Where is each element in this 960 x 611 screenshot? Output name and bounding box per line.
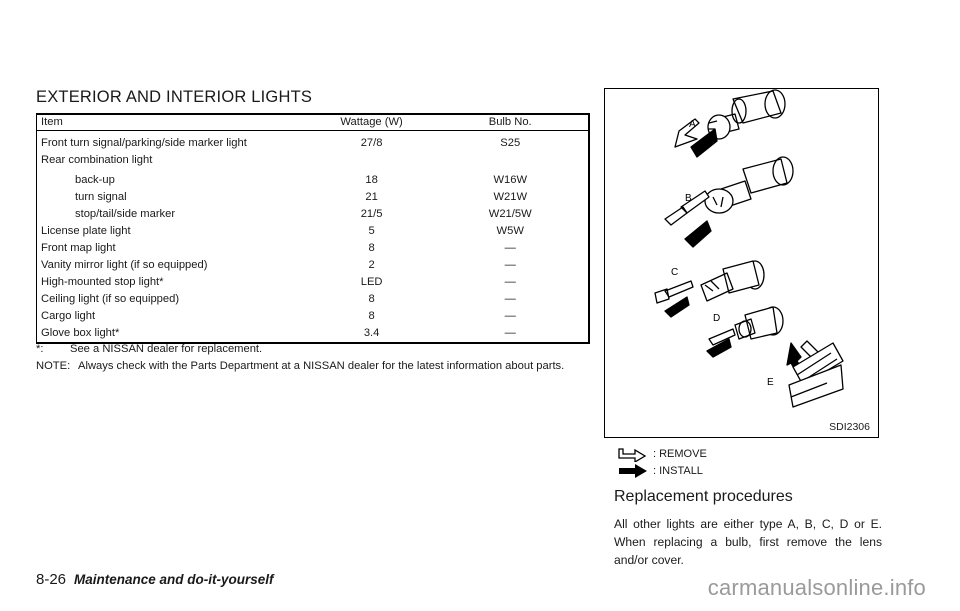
replacement-procedures-heading: Replacement procedures [614, 488, 793, 505]
cell-bulb: — [504, 293, 516, 305]
cell-wattage: 8 [368, 310, 375, 322]
cell-item: High-mounted stop light* [41, 276, 164, 288]
cell-item: turn signal [75, 191, 127, 203]
label-d: D [713, 313, 721, 324]
asterisk-note [36, 343, 262, 355]
cell-wattage: 5 [368, 225, 375, 237]
cell-bulb: — [504, 327, 516, 339]
asterisk-mark: *: [36, 343, 44, 355]
cell-item: Glove box light* [41, 327, 120, 339]
page-number: 8-26 [36, 571, 67, 588]
cell-bulb: — [504, 242, 516, 254]
cell-wattage: 2 [368, 259, 375, 271]
cell-item: License plate light [41, 225, 131, 237]
cell-bulb: — [504, 259, 516, 271]
parts-note [36, 360, 564, 372]
table-row [37, 308, 590, 325]
figure-code: SDI2306 [829, 421, 870, 433]
cell-item: Front turn signal/parking/side marker light [41, 137, 247, 149]
cell-item: stop/tail/side marker [75, 208, 176, 220]
label-c: C [671, 267, 679, 278]
cell-bulb: W21/5W [488, 208, 532, 220]
cell-bulb: W5W [496, 225, 524, 237]
note-mark: NOTE: [36, 360, 71, 372]
parts-note-text: Always check with the Parts Department at a NISSAN dealer for the latest information about parts. [78, 360, 565, 372]
table-row [37, 223, 590, 240]
label-b: B [685, 193, 692, 204]
header-wattage: Wattage (W) [311, 114, 433, 131]
install-arrow-icon [617, 463, 649, 479]
cell-wattage: 8 [368, 242, 375, 254]
cell-item: Front map light [41, 242, 116, 254]
cell-wattage: 18 [365, 174, 378, 186]
cell-wattage: LED [360, 276, 383, 288]
cell-wattage [311, 152, 433, 172]
cell-wattage: 21/5 [360, 208, 383, 220]
label-e: E [767, 377, 774, 388]
cell-bulb: S25 [500, 137, 521, 149]
header-item: Item [37, 114, 311, 131]
cell-bulb: — [504, 310, 516, 322]
bulb-type-e-icon [787, 341, 843, 407]
cell-bulb: W21W [493, 191, 527, 203]
cell-wattage: 3.4 [363, 327, 380, 339]
legend-install-text: : INSTALL [653, 465, 703, 477]
table-row [37, 257, 590, 274]
cell-bulb: — [504, 276, 516, 288]
table-row [37, 206, 590, 223]
remove-arrow-icon [617, 446, 649, 462]
cell-item: Rear combination light [41, 154, 153, 166]
replacement-procedures-text: All other lights are either type A, B, C, D or E. When replacing a bulb, first remove the lens and/or cover. [614, 517, 882, 567]
label-a: A [689, 119, 696, 130]
cell-bulb: W16W [493, 174, 527, 186]
header-bulb-number: Bulb No. [432, 114, 589, 131]
table-row [37, 152, 590, 172]
section-title: EXTERIOR AND INTERIOR LIGHTS [36, 88, 313, 106]
cell-item: back-up [75, 174, 115, 186]
table-row [37, 325, 590, 343]
table-row [37, 172, 590, 189]
table-row [37, 274, 590, 291]
chapter-title: Maintenance and do-it-yourself [74, 572, 274, 587]
cell-item: Cargo light [41, 310, 96, 322]
asterisk-note-text: See a NISSAN dealer for replacement. [70, 343, 263, 355]
bulb-types-figure [604, 88, 879, 438]
watermark: carmanualsonline.info [707, 575, 926, 600]
table-row [37, 291, 590, 308]
cell-wattage: 8 [368, 293, 375, 305]
legend-remove-text: : REMOVE [653, 448, 707, 460]
cell-item: Vanity mirror light (if so equipped) [41, 259, 208, 271]
bulb-illustration [605, 89, 877, 436]
table-row [37, 189, 590, 206]
bulb-specification-table [36, 113, 590, 344]
cell-wattage: 27/8 [360, 137, 383, 149]
table-row [37, 240, 590, 257]
cell-wattage: 21 [365, 191, 378, 203]
table-header-row [37, 114, 590, 131]
cell-bulb [432, 152, 589, 172]
page-footer [36, 571, 274, 588]
table-row [37, 131, 590, 153]
cell-item: Ceiling light (if so equipped) [41, 293, 180, 305]
